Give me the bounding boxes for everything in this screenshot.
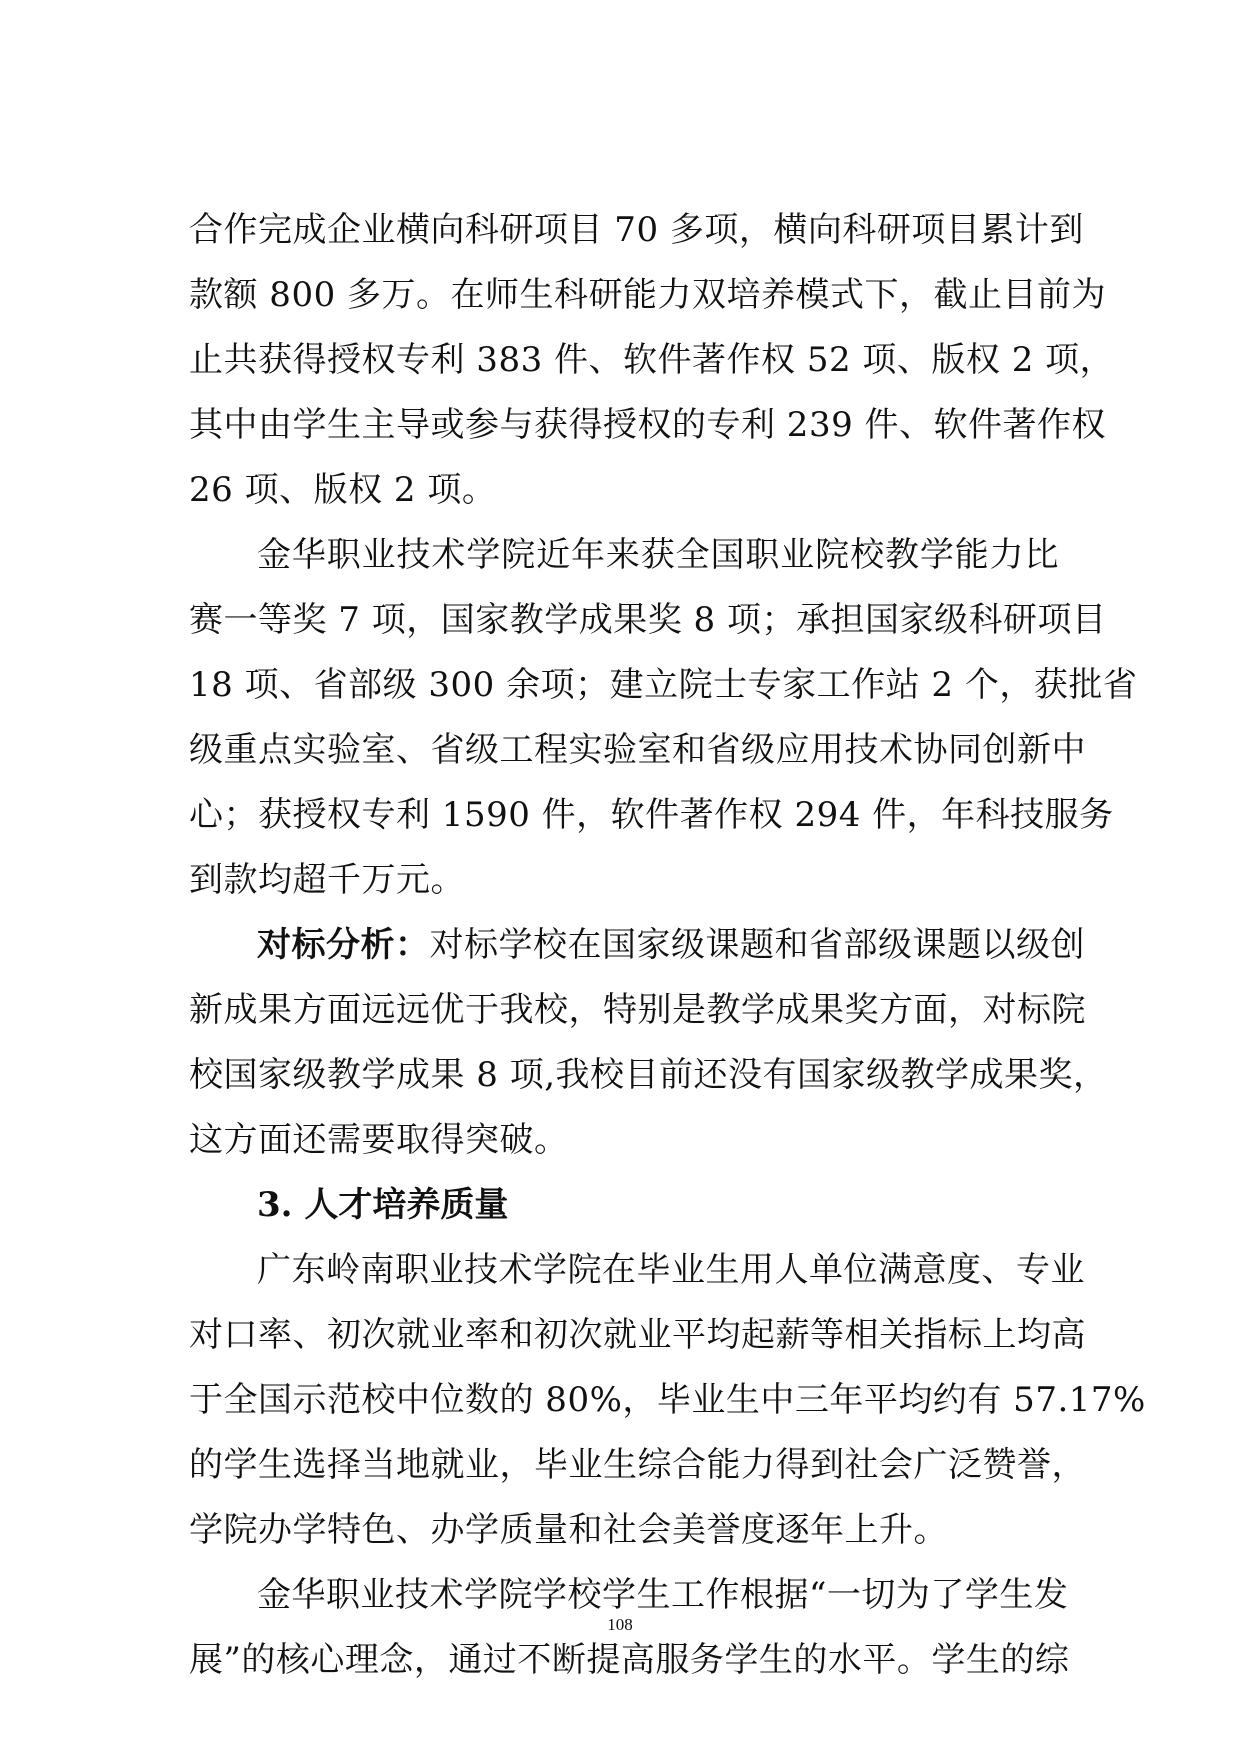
page-number: 108 bbox=[607, 1615, 633, 1634]
text-line: 其中由学生主导或参与获得授权的专利 239 件、软件著作权 bbox=[189, 405, 1107, 445]
section-heading bbox=[189, 1173, 1059, 1238]
text-line: 金华职业技术学院近年来获全国职业院校教学能力比 bbox=[257, 535, 1059, 575]
text-line: 到款均超千万元。 bbox=[189, 860, 465, 900]
text-line: 广东岭南职业技术学院在毕业生用人单位满意度、专业 bbox=[257, 1250, 1085, 1290]
text-line: 展”的核心理念，通过不断提高服务学生的水平。学生的综 bbox=[189, 1640, 1070, 1680]
text-line: 止共获得授权专利 383 件、软件著作权 52 项、版权 2 项， bbox=[189, 340, 1115, 380]
text-line: 级重点实验室、省级工程实验室和省级应用技术协同创新中 bbox=[189, 730, 1086, 770]
text-line-rest: 对标学校在国家级课题和省部级课题以级创 bbox=[429, 925, 1085, 965]
text-line: 这方面还需要取得突破。 bbox=[189, 1120, 569, 1160]
body-text bbox=[189, 198, 1146, 1693]
text-line: 26 项、版权 2 项。 bbox=[189, 470, 497, 510]
paragraph-jinhua-achievements bbox=[189, 523, 1138, 913]
text-line: 合作完成企业横向科研项目 70 多项，横向科研项目累计到 bbox=[189, 210, 1084, 250]
text-line: 学院办学特色、办学质量和社会美誉度逐年上升。 bbox=[189, 1510, 948, 1550]
paragraph-research-continuation bbox=[189, 198, 1115, 523]
benchmark-analysis-label: 对标分析： bbox=[257, 925, 430, 965]
text-line: 18 项、省部级 300 余项；建立院士专家工作站 2 个，获批省 bbox=[189, 665, 1138, 705]
paragraph-guangdong-lingnan bbox=[189, 1238, 1146, 1563]
text-line: 新成果方面远远优于我校，特别是教学成果奖方面，对标院 bbox=[189, 990, 1086, 1030]
text-line bbox=[189, 913, 1085, 978]
text-line: 金华职业技术学院学校学生工作根据“一切为了学生发 bbox=[257, 1575, 1069, 1615]
text-line: 心；获授权专利 1590 件，软件著作权 294 件，年科技服务 bbox=[189, 795, 1114, 835]
text-line: 款额 800 多万。在师生科研能力双培养模式下，截止目前为 bbox=[189, 275, 1107, 315]
text-line: 赛一等奖 7 项，国家教学成果奖 8 项；承担国家级科研项目 bbox=[189, 600, 1107, 640]
text-line: 对口率、初次就业率和初次就业平均起薪等相关指标上均高 bbox=[189, 1315, 1086, 1355]
paragraph-benchmark-analysis bbox=[189, 913, 1108, 1173]
text-line: 校国家级教学成果 8 项,我校目前还没有国家级教学成果奖， bbox=[189, 1055, 1108, 1095]
text-line: 的学生选择当地就业，毕业生综合能力得到社会广泛赞誉， bbox=[189, 1445, 1086, 1485]
section-heading-title: 3. 人才培养质量 bbox=[257, 1185, 509, 1225]
text-line: 于全国示范校中位数的 80%，毕业生中三年平均约有 57.17% bbox=[189, 1380, 1146, 1420]
